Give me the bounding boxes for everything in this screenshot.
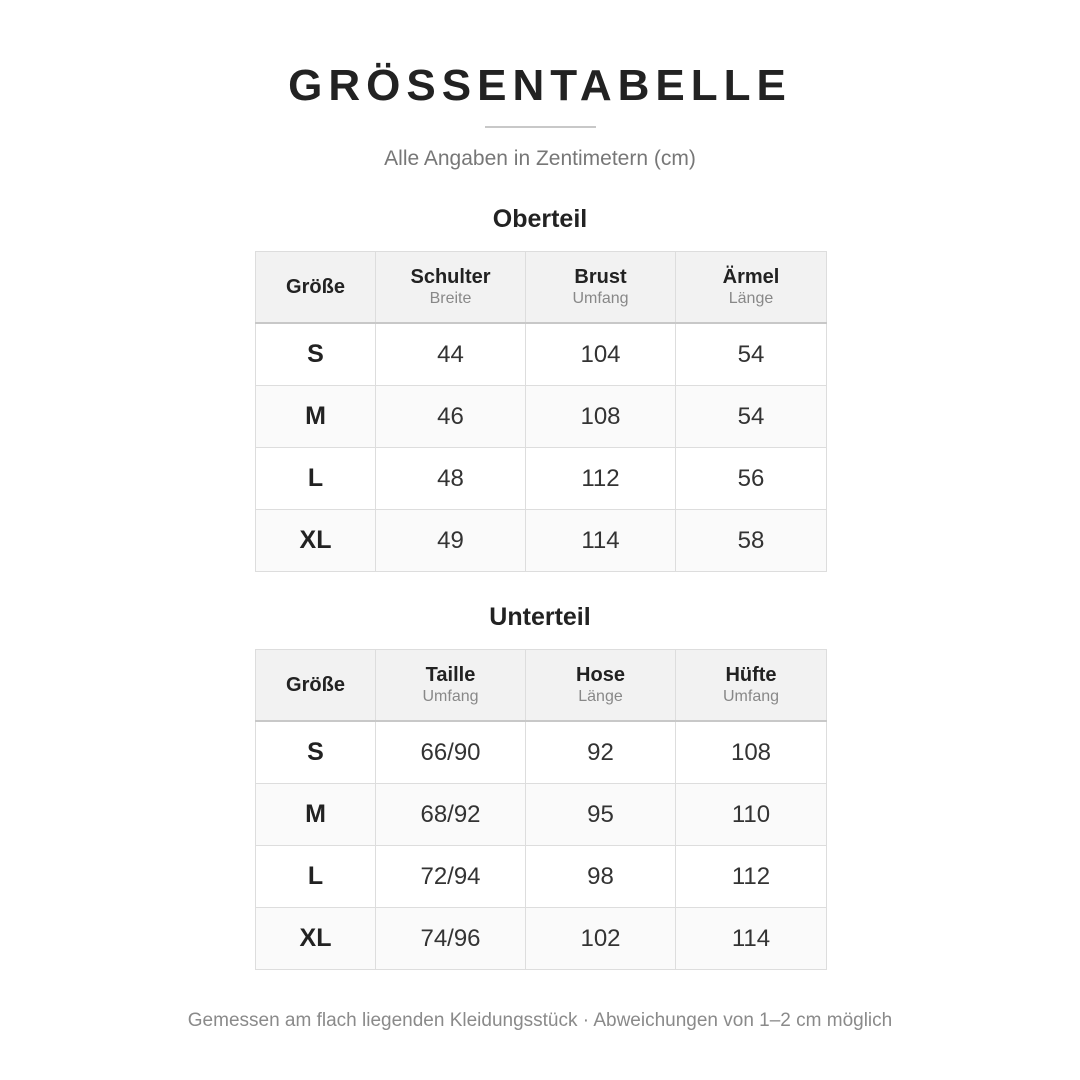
size-cell: XL <box>256 510 376 572</box>
table-row <box>256 448 827 510</box>
value-cell: 108 <box>526 386 676 448</box>
size-cell: XL <box>256 908 376 970</box>
table-row <box>256 386 827 448</box>
size-cell: L <box>256 448 376 510</box>
value-cell: 46 <box>376 386 526 448</box>
table-header-row <box>256 252 827 324</box>
value-cell: 54 <box>676 323 827 386</box>
column-header-sleeve: Ärmel Länge <box>676 252 827 324</box>
section-title-oberteil: Oberteil <box>492 205 588 233</box>
value-cell: 98 <box>526 846 676 908</box>
value-cell: 58 <box>676 510 827 572</box>
value-cell: 44 <box>376 323 526 386</box>
column-header-shoulder: Schulter Breite <box>376 252 526 324</box>
value-cell: 114 <box>676 908 827 970</box>
value-cell: 112 <box>526 448 676 510</box>
value-cell: 68/92 <box>376 784 526 846</box>
value-cell: 48 <box>376 448 526 510</box>
value-cell: 112 <box>676 846 827 908</box>
value-cell: 104 <box>526 323 676 386</box>
value-cell: 92 <box>526 721 676 784</box>
value-cell: 49 <box>376 510 526 572</box>
size-cell: L <box>256 846 376 908</box>
size-table-unterteil <box>255 649 827 970</box>
title-divider <box>485 126 596 128</box>
size-cell: M <box>256 386 376 448</box>
section-title-unterteil: Unterteil <box>489 603 591 631</box>
size-cell: S <box>256 721 376 784</box>
page-title: GRÖSSENTABELLE <box>288 61 792 110</box>
size-table-oberteil <box>255 251 827 572</box>
column-header-size: Größe <box>256 650 376 722</box>
value-cell: 95 <box>526 784 676 846</box>
table-row <box>256 908 827 970</box>
size-cell: S <box>256 323 376 386</box>
table-row <box>256 846 827 908</box>
value-cell: 102 <box>526 908 676 970</box>
column-header-waist: Taille Umfang <box>376 650 526 722</box>
value-cell: 110 <box>676 784 827 846</box>
column-header-hip: Hüfte Umfang <box>676 650 827 722</box>
column-header-chest: Brust Umfang <box>526 252 676 324</box>
column-header-size: Größe <box>256 252 376 324</box>
value-cell: 108 <box>676 721 827 784</box>
footer-note: Gemessen am flach liegenden Kleidungsstück · Abweichungen von 1–2 cm möglich <box>187 1010 893 1031</box>
value-cell: 66/90 <box>376 721 526 784</box>
value-cell: 114 <box>526 510 676 572</box>
value-cell: 74/96 <box>376 908 526 970</box>
table-row <box>256 323 827 386</box>
value-cell: 56 <box>676 448 827 510</box>
table-row <box>256 721 827 784</box>
value-cell: 54 <box>676 386 827 448</box>
column-header-trousers: Hose Länge <box>526 650 676 722</box>
page-subtitle: Alle Angaben in Zentimetern (cm) <box>384 147 696 170</box>
value-cell: 72/94 <box>376 846 526 908</box>
table-row <box>256 510 827 572</box>
table-row <box>256 784 827 846</box>
table-header-row <box>256 650 827 722</box>
size-cell: M <box>256 784 376 846</box>
